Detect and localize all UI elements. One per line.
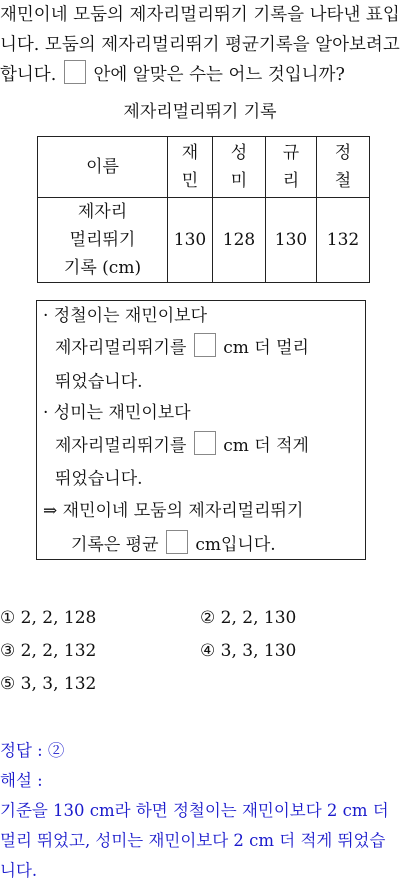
box-line-3: 뛰었습니다. [55, 372, 143, 392]
question-line-3-start: 합니다. [0, 65, 57, 85]
header-name-cell: 정 철 [317, 137, 370, 198]
answer-section [0, 736, 400, 886]
question-line-3-end: 안에 알맞은 수는 어느 것입니까? [93, 65, 345, 85]
explanation-line-2: 멀리 뛰었고, 성미는 재민이보다 2 cm 더 적게 뛰었습 [0, 831, 386, 850]
blank-box [166, 530, 188, 554]
answer-label: 정답 : ② [0, 741, 65, 760]
header-name-cell: 성 미 [213, 137, 266, 198]
explanation-label: 해설 : [0, 771, 43, 790]
box-line-4: · 성미는 재민이보다 [43, 403, 191, 423]
box-line-5: 제자리멀리뛰기를 cm 더 적게 [55, 431, 309, 456]
box-line-1: · 정철이는 재민이보다 [43, 306, 208, 326]
option-3[interactable]: ③ 2, 2, 132 [0, 641, 97, 661]
question-text [0, 0, 400, 90]
table-header-row [38, 137, 370, 198]
table-title: 제자리멀리뛰기 기록 [123, 102, 277, 122]
question-line-3 [0, 60, 396, 90]
option-1[interactable]: ① 2, 2, 128 [0, 608, 97, 628]
row-label-cell: 제자리 멀리뛰기 기록 (cm) [38, 198, 168, 283]
option-5[interactable]: ⑤ 3, 3, 132 [0, 674, 97, 694]
explanation-box [36, 300, 366, 560]
header-name-cell: 재 민 [168, 137, 213, 198]
blank-box [194, 431, 216, 455]
explanation-line-1: 기준을 130 cm라 하면 정철이는 재민이보다 2 cm 더 [0, 801, 389, 820]
value-cell: 128 [213, 198, 266, 283]
blank-box [64, 60, 86, 84]
box-line-6: 뛰었습니다. [55, 469, 143, 489]
value-cell: 130 [266, 198, 317, 283]
box-line-7: ⇒ 재민이네 모둠의 제자리멀리뛰기 [43, 501, 304, 521]
option-2[interactable]: ② 2, 2, 130 [200, 608, 297, 628]
blank-box [194, 333, 216, 357]
value-cell: 130 [168, 198, 213, 283]
explanation-line-3: 니다. [0, 861, 38, 880]
option-4[interactable]: ④ 3, 3, 130 [200, 641, 297, 661]
record-table [37, 136, 370, 283]
value-cell: 132 [317, 198, 370, 283]
box-line-8: 기록은 평균 cm입니다. [71, 530, 276, 555]
question-line-1: 재민이네 모둠의 제자리멀리뛰기 기록을 나타낸 표입 [0, 5, 400, 25]
box-line-2: 제자리멀리뛰기를 cm 더 멀리 [55, 333, 309, 358]
table-data-row [38, 198, 370, 283]
header-name-label: 이름 [38, 137, 168, 198]
header-name-cell: 규 리 [266, 137, 317, 198]
question-line-2: 니다. 모둠의 제자리멀리뛰기 평균기록을 알아보려고 [0, 35, 400, 55]
